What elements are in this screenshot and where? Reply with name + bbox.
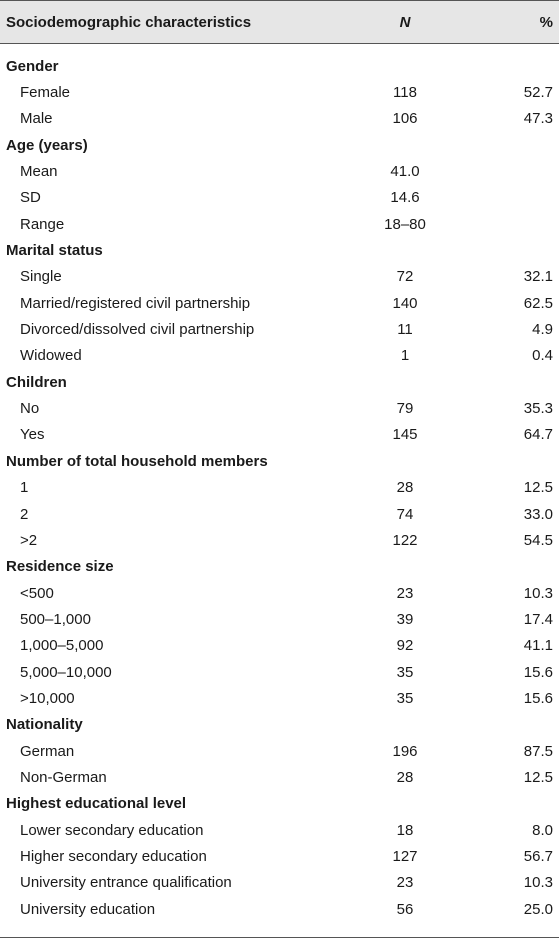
section-header-row: [0, 791, 559, 817]
table-row: [0, 817, 559, 843]
row-label: German: [20, 742, 75, 760]
table-body: [0, 53, 559, 922]
row-percent-value: 8.0: [532, 821, 553, 839]
table-row: [0, 395, 559, 421]
section-header-row: [0, 369, 559, 395]
row-label: 2: [20, 505, 29, 523]
table-row: [0, 501, 559, 527]
row-n-value: 72: [396, 268, 414, 286]
table-row: [0, 738, 559, 764]
section-header-row: [0, 237, 559, 263]
row-label: Male: [20, 110, 53, 128]
row-label: >2: [20, 531, 38, 549]
table-row: [0, 870, 559, 896]
section-header-row: [0, 53, 559, 79]
row-label: Married/registered civil partnership: [20, 294, 251, 312]
table-row: [0, 633, 559, 659]
row-n-value: 35: [396, 663, 414, 681]
header-percent: %: [539, 13, 553, 31]
section-title: Marital status: [6, 242, 103, 260]
table-row: [0, 211, 559, 237]
row-percent-value: 54.5: [523, 531, 553, 549]
row-n-value: 106: [392, 110, 418, 128]
row-label: Range: [20, 215, 65, 233]
row-percent-value: 15.6: [523, 663, 553, 681]
row-label: Single: [20, 268, 62, 286]
row-n-value: 41.0: [390, 163, 420, 181]
row-label: 500–1,000: [20, 610, 91, 628]
row-percent-value: 62.5: [523, 294, 553, 312]
row-label: Lower secondary education: [20, 821, 204, 839]
row-label: Higher secondary education: [20, 847, 207, 865]
row-label: Non-German: [20, 768, 107, 786]
header-label: Sociodemographic characteristics: [6, 13, 252, 31]
table-row: [0, 290, 559, 316]
row-n-value: 196: [392, 742, 418, 760]
row-n-value: 79: [396, 400, 414, 418]
section-header-row: [0, 554, 559, 580]
row-label: 1,000–5,000: [20, 637, 104, 655]
table-row: [0, 316, 559, 342]
row-label: Mean: [20, 163, 58, 181]
section-title: Residence size: [6, 558, 114, 576]
table-row: [0, 764, 559, 790]
header-n: N: [399, 13, 411, 31]
row-label: No: [20, 400, 40, 418]
table-row: [0, 79, 559, 105]
table-row: [0, 264, 559, 290]
row-percent-value: 64.7: [523, 426, 553, 444]
row-percent-value: 35.3: [523, 400, 553, 418]
table-row: [0, 527, 559, 553]
row-n-value: 28: [396, 479, 414, 497]
row-n-value: 23: [396, 874, 414, 892]
section-title: Highest educational level: [6, 795, 187, 813]
row-n-value: 23: [396, 584, 414, 602]
row-label: Widowed: [20, 347, 82, 365]
header-spacer: [0, 44, 559, 53]
table-row: [0, 659, 559, 685]
row-label: University entrance qualification: [20, 874, 232, 892]
row-label: University education: [20, 900, 156, 918]
table-row: [0, 185, 559, 211]
section-title: Nationality: [6, 716, 83, 734]
table-row: [0, 158, 559, 184]
row-label: Female: [20, 84, 71, 102]
section-header-row: [0, 448, 559, 474]
row-percent-value: 10.3: [523, 584, 553, 602]
row-n-value: 28: [396, 768, 414, 786]
bottom-rule: [0, 937, 559, 938]
row-label: <500: [20, 584, 54, 602]
table-header-row: [0, 0, 559, 44]
row-percent-value: 17.4: [523, 610, 553, 628]
section-title: Number of total household members: [6, 452, 268, 470]
row-n-value: 1: [400, 347, 410, 365]
table-row: [0, 606, 559, 632]
row-percent-value: 4.9: [532, 321, 553, 339]
table-row: [0, 106, 559, 132]
table-row: [0, 685, 559, 711]
row-n-value: 74: [396, 505, 414, 523]
section-title: Children: [6, 373, 67, 391]
row-n-value: 14.6: [390, 189, 420, 207]
table-row: [0, 475, 559, 501]
row-label: Yes: [20, 426, 45, 444]
row-n-value: 11: [397, 321, 413, 339]
row-percent-value: 12.5: [523, 768, 553, 786]
row-n-value: 18–80: [384, 215, 426, 233]
section-header-row: [0, 712, 559, 738]
row-percent-value: 10.3: [523, 874, 553, 892]
table-row: [0, 422, 559, 448]
row-percent-value: 15.6: [523, 689, 553, 707]
section-title: Age (years): [6, 136, 88, 154]
row-label: Divorced/dissolved civil partnership: [20, 321, 255, 339]
row-n-value: 92: [396, 637, 414, 655]
row-label: 1: [20, 479, 29, 497]
row-label: >10,000: [20, 689, 75, 707]
section-header-row: [0, 132, 559, 158]
row-percent-value: 25.0: [523, 900, 553, 918]
table-row: [0, 896, 559, 922]
row-percent-value: 87.5: [523, 742, 553, 760]
row-n-value: 122: [392, 531, 418, 549]
row-n-value: 56: [396, 900, 414, 918]
row-n-value: 140: [392, 294, 418, 312]
row-n-value: 127: [392, 847, 418, 865]
row-percent-value: 12.5: [523, 479, 553, 497]
table-row: [0, 343, 559, 369]
row-percent-value: 32.1: [523, 268, 553, 286]
row-label: SD: [20, 189, 41, 207]
row-percent-value: 0.4: [532, 347, 553, 365]
table-row: [0, 580, 559, 606]
section-title: Gender: [6, 57, 59, 75]
row-label: 5,000–10,000: [20, 663, 112, 681]
row-percent-value: 33.0: [523, 505, 553, 523]
table-row: [0, 843, 559, 869]
row-n-value: 39: [396, 610, 414, 628]
row-n-value: 35: [396, 689, 414, 707]
row-n-value: 118: [393, 84, 417, 102]
row-n-value: 145: [392, 426, 418, 444]
row-percent-value: 41.1: [523, 637, 553, 655]
row-n-value: 18: [396, 821, 414, 839]
row-percent-value: 47.3: [523, 110, 553, 128]
row-percent-value: 56.7: [523, 847, 553, 865]
row-percent-value: 52.7: [523, 84, 553, 102]
